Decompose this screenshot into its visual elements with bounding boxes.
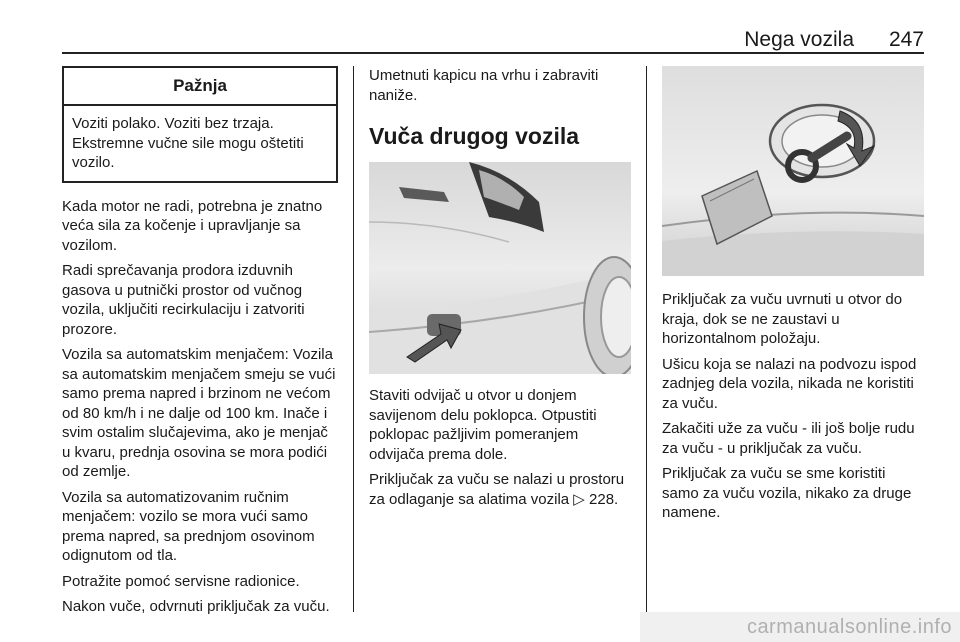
paragraph: Vozila sa automatskim menjačem: Vozila sa automatskim menjačem smeju se vući samo prema napred i brzinom ne većom od 80 km/h i ne dalje od 100 km. Inače i svim ostalim slučajevima, ako je menjač u kvaru, prednja osovina se mora podići od zemlje. <box>62 346 336 480</box>
car-rear-bumper-cover-figure <box>369 162 631 374</box>
warning-title: Pažnja <box>64 68 336 106</box>
warning-text: Voziti polako. Voziti bez trzaja. Ekstremne vučne sile mogu oštetiti vozilo. <box>72 115 304 171</box>
paragraph: Umetnuti kapicu na vrhu i zabraviti naniže. <box>369 67 599 104</box>
paragraph: Priključak za vuču se sme koristiti samo za vuču vozila, nikako za druge namene. <box>662 465 912 521</box>
watermark-text: carmanualsonline.info <box>746 616 952 638</box>
paragraph: Nakon vuče, odvrnuti priključak za vuču. <box>62 598 330 615</box>
paragraph: Potražite pomoć servisne radionice. <box>62 572 300 590</box>
paragraph: Radi sprečavanja prodora izduvnih gasova u putnički prostor od vučnog vozila, uključiti recirkulaciju i zatvoriti prozore. <box>62 262 305 338</box>
watermark-bar <box>640 612 960 642</box>
header-rule <box>62 52 924 54</box>
paragraph <box>369 470 631 509</box>
paragraph: Staviti odvijač u otvor u donjem savijenom delu poklopca. Otpustiti poklopac pažljivim pomeranjem odvijača prema dole. <box>369 387 597 463</box>
paragraph: Zakačiti uže za vuču - ili još bolje rudu za vuču - u priključak za vuču. <box>662 420 915 457</box>
page-number: 247 <box>888 28 924 51</box>
column-1 <box>62 66 338 623</box>
column-3 <box>662 66 924 529</box>
paragraph: Priključak za vuču uvrnuti u otvor do kraja, dok se ne zaustavi u horizontalnom položaju. <box>662 291 903 347</box>
page-header <box>62 28 924 50</box>
paragraph-text: Priključak za vuču se nalazi u prostoru za odlaganje sa alatima vozila <box>369 471 625 508</box>
arrow-ref-icon: ▷ <box>573 490 585 508</box>
paragraph: Kada motor ne radi, potrebna je znatno veća sila za kočenje i upravljanje sa vozilom. <box>62 197 323 254</box>
page-reference[interactable]: 228. <box>589 490 619 508</box>
column-2 <box>369 66 631 515</box>
warning-box <box>62 66 338 183</box>
column-divider <box>646 66 647 612</box>
paragraph: Vozila sa automatizovanim ručnim menjačem: vozilo se mora vući samo prema napred, sa prednjom osovinom odignutom od tla. <box>62 488 315 564</box>
section-heading: Vuča drugog vozila <box>369 123 580 149</box>
section-title: Nega vozila <box>744 28 854 51</box>
tow-eye-screwed-in-figure <box>662 66 924 276</box>
paragraph: Ušicu koja se nalazi na podvozu ispod zadnjeg dela vozila, nikada ne koristiti za vuču. <box>662 355 917 412</box>
column-divider <box>353 66 354 612</box>
